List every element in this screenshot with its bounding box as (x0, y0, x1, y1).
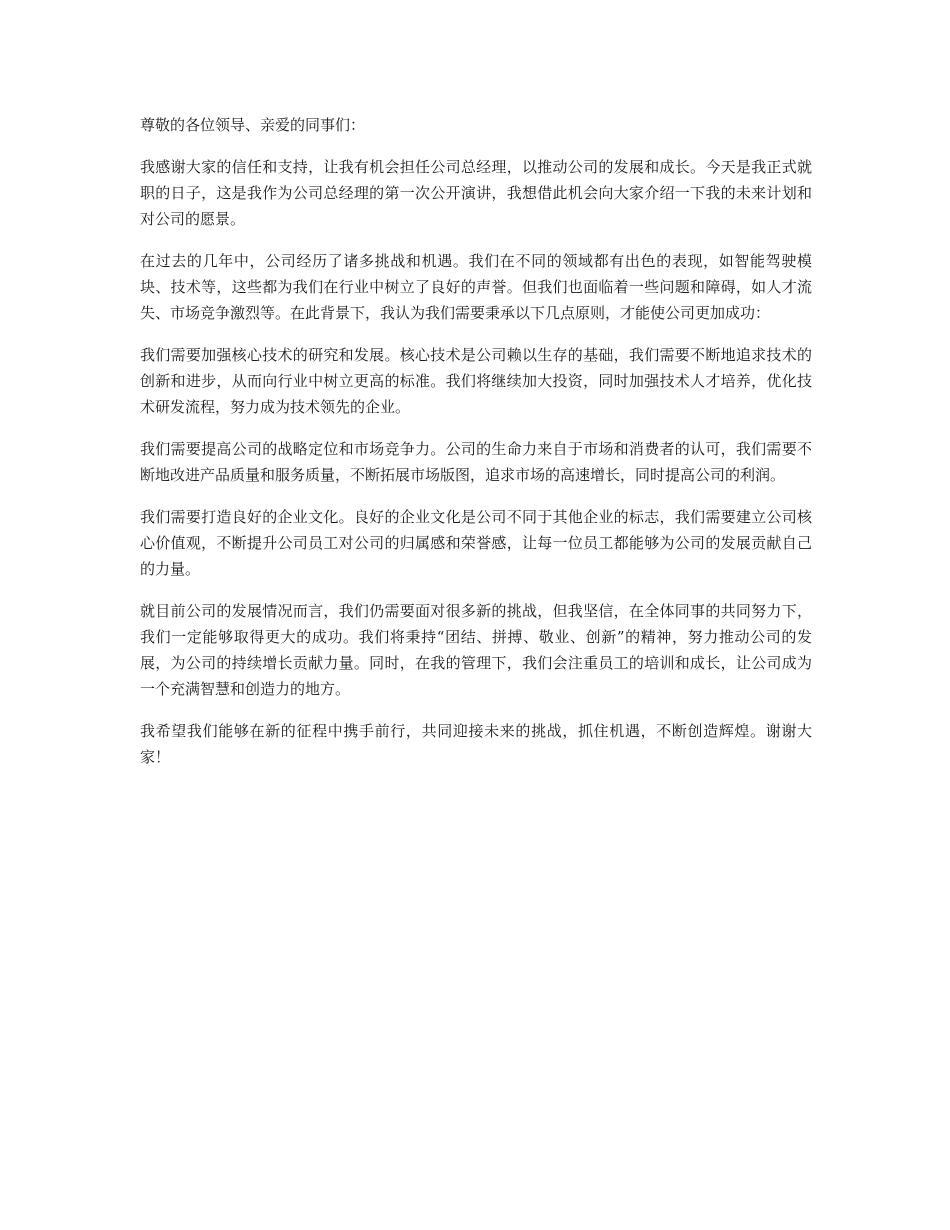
paragraph-4: 我们需要提高公司的战略定位和市场竞争力。公司的生命力来自于市场和消费者的认可，我们需要不断地改进产品质量和服务质量，不断拓展市场版图，追求市场的高速增长，同时提高公司的利润。 (140, 440, 812, 484)
speech-body (140, 112, 812, 786)
paragraph-2: 在过去的几年中，公司经历了诸多挑战和机遇。我们在不同的领域都有出色的表现，如智能驾驶模块、技术等，这些都为我们在行业中树立了良好的声誉。但我们也面临着一些问题和障碍，如人才流失、市场竞争激烈等。在此背景下，我认为我们需要秉承以下几点原则，才能使公司更加成功： (140, 252, 812, 322)
paragraph-7: 我希望我们能够在新的征程中携手前行，共同迎接未来的挑战，抓住机遇，不断创造辉煌。谢谢大家！ (140, 722, 812, 766)
paragraph-6: 就目前公司的发展情况而言，我们仍需要面对很多新的挑战，但我坚信，在全体同事的共同努力下，我们一定能够取得更大的成功。我们将秉持“团结、拼搏、敬业、创新”的精神，努力推动公司的发展，为公司的持续增长贡献力量。同时，在我的管理下，我们会注重员工的培训和成长，让公司成为一个充满智慧和创造力的地方。 (140, 602, 812, 698)
paragraph-3: 我们需要加强核心技术的研究和发展。核心技术是公司赖以生存的基础，我们需要不断地追求技术的创新和进步，从而向行业中树立更高的标准。我们将继续加大投资，同时加强技术人才培养，优化技术研发流程，努力成为技术领先的企业。 (140, 346, 812, 416)
paragraph-1: 我感谢大家的信任和支持，让我有机会担任公司总经理，以推动公司的发展和成长。今天是我正式就职的日子，这是我作为公司总经理的第一次公开演讲，我想借此机会向大家介绍一下我的未来计划和对公司的愿景。 (140, 158, 812, 228)
paragraph-5: 我们需要打造良好的企业文化。良好的企业文化是公司不同于其他企业的标志，我们需要建立公司核心价值观，不断提升公司员工对公司的归属感和荣誉感，让每一位员工都能够为公司的发展贡献自己的力量。 (140, 508, 812, 578)
salutation: 尊敬的各位领导、亲爱的同事们： (140, 116, 366, 134)
